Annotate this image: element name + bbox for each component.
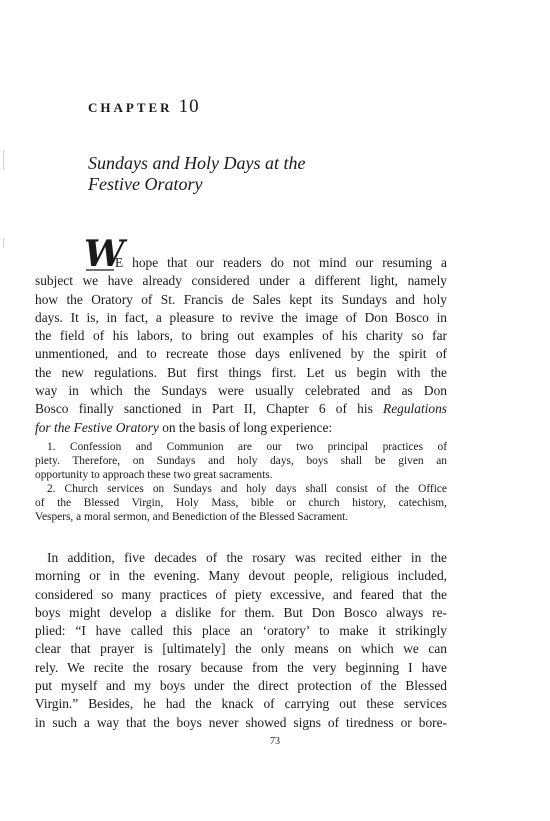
paragraph-line: considered so many practices of piety excessive, and feared that the [35,586,447,602]
paragraph-text: on the basis of long experience: [158,419,333,435]
quote-line: 2. Church services on Sundays and holy days shall consist of the Office [47,483,447,496]
opening-paragraph [35,254,447,437]
book-title-italic: Regulations [383,401,447,417]
paragraph-line: clear that prayer is [ultimately] the only means on which we can [35,641,447,657]
drop-cap-letter: W [84,233,125,275]
book-title-italic: for the Festive Oratory [35,419,159,435]
scan-edge-mark [3,238,4,248]
quote-line: Vespers, a moral sermon, and Benediction of the Blessed Sacrament. [35,511,349,524]
paragraph-line [35,419,447,437]
quote-line: of the Blessed Virgin, Holy Mass, bible or church history, catechism, [35,497,447,510]
chapter-title-line: Festive Oratory [88,174,203,194]
quote-line: piety. Therefore, on Sundays and holy days, boys shall be given an [35,455,447,468]
paragraph-line: the field of his labors, to bring out examples of his charity so far [35,328,447,344]
paragraph-text: Bosco finally sanctioned in Part II, Chapter 6 of his [35,401,384,417]
chapter-title [88,153,388,195]
paragraph-line: E hope that our readers do not mind our resuming a [115,255,447,270]
paragraph-line: subject we have already considered under a different light, namely [35,273,447,289]
chapter-heading [88,96,200,118]
quote-line: 1. Confession and Communion are our two principal practices of [47,441,447,453]
paragraph-line: how the Oratory of St. Francis de Sales kept its Sundays and holy [35,291,447,307]
paragraph-line: unmentioned, and to recreate those days enlivened by the spirit of [35,346,447,362]
second-paragraph [35,549,447,732]
paragraph-line: morning or in the evening. Many devout people, religious included, [35,568,447,584]
page-number: 73 [270,736,280,747]
paragraph-line: days. It is, in fact, a pleasure to revive the image of Don Bosco in [35,309,447,325]
paragraph-line: boys might develop a dislike for them. But Don Bosco always re- [35,604,447,620]
paragraph-line: plied: “I have called this place an ‘oratory’ to make it strikingly [35,623,447,639]
quote-line: opportunity to approach these two great sacraments. [35,469,273,482]
paragraph-line: way in which the Sundays were usually celebrated and as Don [35,383,447,399]
paragraph-line: In addition, five decades of the rosary was recited either in the [47,550,447,565]
regulations-quote [35,440,447,525]
chapter-number: 10 [178,96,200,117]
paragraph-line: the new regulations. But first things first. Let us begin with the [35,364,447,380]
scan-edge-mark [3,150,4,170]
chapter-label: CHAPTER [88,100,173,115]
paragraph-line: put myself and my boys under the direct protection of the Blessed [35,678,447,694]
paragraph-line: rely. We recite the rosary because from the very beginning I have [35,659,447,675]
paragraph-line: Virgin.” Besides, he had the knack of carrying out these services [35,696,447,712]
paragraph-line [35,400,447,418]
paragraph-line: in such a way that the boys never showed signs of tiredness or bore- [35,714,447,730]
chapter-title-line: Sundays and Holy Days at the [88,153,306,173]
